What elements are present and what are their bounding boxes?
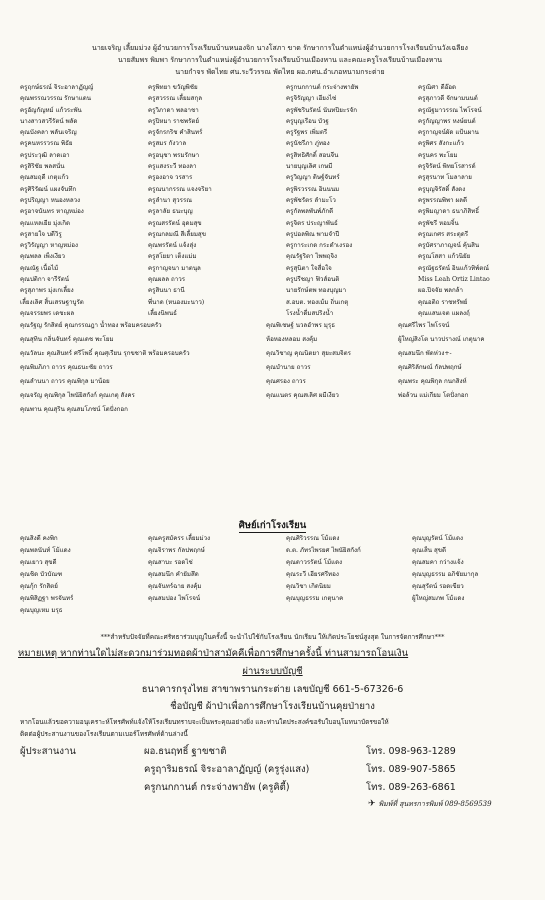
donor-name: ครูการะเกด กระดำเงรอง: [286, 242, 353, 250]
usage-note: ***สำหรับปัจจัยที่คณะศรัทธาร่วมบุญในครั้งนี้ จะนำไปใช้กับโรงเรียน นักเรียน ให้เกิดประโยชน์สูงสุด ในการจัดการศึกษา***: [100, 633, 445, 641]
printer-credit: [368, 799, 492, 810]
alumni-name: คุณบุญธรรม เกตุนาค: [286, 595, 344, 602]
donor-name: ครูสวรรณ เลี้ยมสกุล: [148, 95, 202, 103]
donor-name: ครูบุญจิรัสดิ์ สังดง: [418, 185, 466, 193]
donor-name: ครูจักรกริช คำสินทร์: [148, 129, 203, 137]
donor-name: คุณอติถ ราชทรัพย์: [418, 298, 468, 306]
donor-name: Miss Leah Ortiz Lintao: [418, 276, 490, 284]
request-line-1: หากโอนแล้วขอความอนุเคราะห์โทรศัพท์แจ้งให้โรงเรียนทราบจะเป็นพระคุณอย่างยิ่ง และท่านใดประสงค์ขอรับใบอนุโมทนาบัตรขอให้: [20, 718, 389, 726]
donor-name: พ่อล้วน แม่เกียม โตปั่งกอก: [398, 392, 469, 399]
printer-text: พิมพ์ที่ สุนทรการพิมพ์ 089-8569539: [378, 800, 492, 808]
alumni-name: คุณสุรัตน์ รอดเขียว: [412, 583, 464, 590]
alumni-title-text: ศิษย์เก่าโรงเรียน: [238, 520, 307, 531]
bank-account-number: ธนาคารกรุงไทย สาขาพรานกระต่าย เลขบัญชี 661-5-67326-6: [141, 684, 404, 695]
alumni-name: คุณสมนึก คำยัมสึด: [148, 571, 199, 578]
donor-name: ครูณกลมณี สีเลี้ยมสุข: [148, 230, 206, 238]
coordinator-row: [0, 780, 545, 795]
alumni-name: คุณสมปอง ไพโรจน์: [148, 595, 201, 602]
donor-name: ครูอาจนันทร หาญหม่อง: [20, 208, 84, 216]
alumni-name: ผู้ใหญ่สมภพ โม้แดง: [412, 595, 465, 602]
header-line-2: นายสัมพร พิมพา รักษาการในตำแหน่งผู้อำนวยการโรงเรียนบ้านเมืองหาน และคณะครูโรงเรียนบ้านเมืองหาน: [117, 56, 443, 64]
alumni-name: คุณเยาว สุขดี: [20, 559, 57, 566]
donor-name: คุณแหลเยีย มุ่งเกิด: [20, 219, 71, 227]
donor-name: คุณณัฐ เนื้อไม้: [20, 264, 59, 272]
coordinator-name: ครูกนกกานต์ กระจ่างพายัพ (ครูคิตี้): [144, 782, 290, 793]
transfer-remark-text: หมายเหตุ หากท่านใดไม่สะดวกมาร่วมทอดผ้าป่าสามัคคีเพื่อการศึกษาครั้งนี้ ท่านสามารถโอนเงิน: [18, 648, 409, 659]
donor-name: คุณพรรณวรรณ รักษาแดน: [20, 95, 92, 103]
donor-name: ครูลาลัย ธนะบุญ: [148, 208, 193, 216]
donor-name: คุณบำนาย ถาวร: [266, 364, 311, 371]
donor-name: คุณศิริลักษณ์ กัลปพฤกษ์: [398, 364, 462, 371]
bank-account-name: ชื่อบัญชี ผ้าป่าเพื่อการศึกษาโรงเรียนบ้านคุยป่ายาง: [170, 701, 375, 712]
donor-name: คุณสมนึก พัดห่วง+-: [398, 350, 452, 357]
donor-name: ครูปรีชญา ฟิวส์อนติ: [286, 276, 340, 284]
donor-name: ครูกนกกานต์ กระจ่างพายัพ: [286, 84, 359, 91]
donor-name: ครูกาญจนา มาตนุล: [148, 264, 201, 272]
donor-name: ครูสโยยา เต็งแม่ม: [148, 253, 197, 261]
donor-name: ครูพัชรัตร ลำมะโว: [286, 196, 336, 204]
alumni-name: คุณครูสมัครร เลี้ยมม่วง: [148, 535, 211, 542]
donor-name: คุณวิชาญ คุณนิตยา สุยะสมจิตร: [266, 350, 352, 357]
donor-name: นายรักษ์ตพ ทองบุญมา: [286, 287, 347, 295]
donor-name: ครูองอาจ วรสาร: [148, 174, 193, 182]
donor-name: นายบุญเลิศ เกษมี: [286, 163, 333, 171]
donor-name: ครูอัญกัญหม์ แก้วระพัน: [20, 106, 82, 114]
donor-name: ครูกัลพลพันพ์ภักดี: [286, 208, 334, 216]
donor-name: ครูรัฐพร เพิ่มตรี: [286, 129, 328, 137]
donor-name: ครูจิรัตน์ พิทยโรสารด์: [418, 163, 476, 171]
coordinator-phone: โทร. 089-263-6861: [366, 782, 456, 793]
donor-name: ครูวิภาดา พลอาชา: [148, 106, 199, 114]
donor-name: โรงน้ำดื่มสปริงน้ำ: [286, 309, 334, 317]
donor-name: ครูลำนา สุวรรณ: [148, 196, 193, 204]
donor-name: ครูศิริรัฒน์ แผงจันทึก: [20, 185, 77, 193]
transfer-remark: [18, 646, 528, 661]
donor-name: ครูพิศร สังกะแก้ว: [418, 140, 464, 148]
donor-name: คุณปติกา จารีรัตน์: [20, 276, 70, 284]
donor-list: [20, 82, 530, 490]
alumni-name: คุณสาบะ รอดไช่: [148, 559, 193, 566]
alumni-name: คุณบุญธรรม อภิชัยมากุล: [412, 571, 479, 578]
coordinator-label: ผู้ประสานงาน: [20, 746, 76, 757]
donor-name: ครูสินนา ธานี: [148, 287, 185, 295]
donor-name: คุณพลล เพ็งเงียว: [20, 253, 65, 261]
donor-name: นางสาวสวรีรัตน์ พลัด: [20, 117, 78, 125]
coordinator-phone: โทร. 089-907-5865: [366, 764, 456, 775]
donor-name: เลี้ยงนิพนธ์: [148, 309, 177, 317]
alumni-name: คุณศิริวรรณ โม้แดง: [286, 535, 340, 542]
alumni-column-2: [148, 533, 210, 605]
donor-name: คุณบังคลา พลันเจริญ: [20, 129, 77, 137]
alumni-name: คุณดาวรรัตน์ โม้แดง: [286, 559, 343, 566]
donor-name: พี่นาด (หนองมะนาว): [148, 298, 205, 306]
donor-name: คุณพระ คุณพิกุล กนกสิงห์: [398, 378, 467, 385]
donor-name: ครูณิศา ดีอ๊อด: [418, 84, 457, 91]
alumni-name: คุณเส็น สุขดี: [412, 547, 446, 554]
donor-column-1: [20, 82, 150, 319]
alumni-name: คุณกุ้ก รักสิตย์: [20, 583, 58, 590]
donor-name: ครูพิรวรรณ อินนนม: [286, 185, 340, 193]
donor-name: ครูกัญญาพร หงษ์ยนต์: [418, 117, 476, 125]
donor-name: ครูสายใจ บดีวิรู: [20, 230, 62, 238]
donor-name: ครูพัชรินรัตน์ นันทปิยะรจัก: [286, 106, 357, 114]
donor-name: เลี้ยงเลิศ สิ้นเสรษฐาบูรัต: [20, 298, 84, 306]
donor-name: ครูสิทธิศักดิ์ สอนจีน: [286, 151, 339, 159]
donor-name: ครูพิมญาดา ธนาภิสิทธิ์: [418, 208, 480, 216]
donor-name: คุณลำนนา ถาวร คุณพิกุล มาน้อย: [20, 378, 110, 385]
donor-name: ครูพัชรี หอมจิ้น: [418, 219, 459, 227]
donor-name: ครูสุรนาท โมลาลาย: [418, 174, 472, 182]
donor-name: ครูบัศราภาญจน์ คุ้นสิน: [418, 242, 480, 250]
donor-name: คุณพิเชษฐ์ นวลอำพร มุรุธ: [266, 322, 335, 329]
donor-column-2: [148, 82, 288, 319]
coordinator-name: ผอ.ธนฤทธิ์ ฐาขชาติ: [144, 746, 227, 757]
alumni-name: คุณวิชา เกิดนิยม: [286, 583, 331, 590]
donor-name: ครูอนุชา พรมรักษา: [148, 151, 200, 159]
alumni-column-4: [412, 533, 478, 605]
donor-name: ส.อบต. ทองเม้ม ถิ่นเกตุ: [286, 298, 349, 306]
alumni-column-3: [286, 533, 361, 605]
donor-name: คุณรัฐริตา ไพพฤจิง: [286, 253, 338, 261]
donor-name: คุณสมฤดี เกตุแก้ว: [20, 174, 69, 182]
donor-name: คุณรัฐญ รักสิตย์ คุณกรรณฎา น้ำทอง พร้อมครอบครัว: [20, 322, 162, 329]
donor-column-3: [286, 82, 421, 319]
alumni-name: คุณพลนันท์ โม้แดง: [20, 547, 71, 554]
donor-name: คุณจรรยพร เดชะผล: [20, 309, 75, 317]
donor-name: ผอ.ปิจจัย พลกล้า: [418, 287, 463, 295]
donor-name: คุณแสนเจต แผลงฤ์: [418, 309, 470, 317]
donor-name: ครูณนากรรณ แจงจริยา: [148, 185, 212, 193]
header-line-1: นายเจริญ เลี้ยมม่วง ผู้อำนวยการโรงเรียนบ้านหนองจิก นางโสภา ขาด รักษาการในตำแหน่งผู้อำนวยการโรงเรียนบ้านวังเฉลียง: [92, 44, 468, 52]
alumni-name: คุณสิงดี คงพิก: [20, 535, 58, 542]
header-block: [60, 42, 500, 78]
donor-name: คุณวัลนะ คุณสินทร์ ศรีโพธิ์ คุณศุเรียน รุกขชาติ พร้อมครอบครัว: [20, 350, 190, 357]
donor-name: ครูปริญญา หนองหลวง: [20, 196, 81, 204]
donor-name: ครูณเกศร สระตุดรี: [418, 230, 469, 238]
donor-name: ครูณัฐธรัตน์ อินแก้วทิพ์ตณ์: [418, 264, 490, 272]
donor-name: คุณจรัญ คุณพิกุล ไพนัยิสกังก์ คุณเกตุ สังคร: [20, 392, 135, 399]
donor-name: ครูพรรณพิพา ผลดี: [418, 196, 467, 204]
request-line-2: ติดต่อผู้ประสานงานของโรงเรียนตามเบอร์โทรศัพท์ด้านล่างนี้: [20, 730, 188, 738]
alumni-name: คุณจันทร์ฉาย สงคุ้ม: [148, 583, 202, 590]
donor-name: ครูวิรัญญา หาญหม่อง: [20, 242, 78, 250]
donor-name: ครูปิหมา ราชพรัตย์: [148, 117, 200, 125]
donor-name: คุณศรอง ถาวร: [266, 378, 306, 385]
donor-name: ครูนคร พะโยม: [418, 151, 458, 159]
alumni-name: คุณจิราพร กัลปพฤกษ์: [148, 547, 205, 554]
donor-name: คุณสุทิน กลิ่นจันทร์ คุณเดช พะโยม: [20, 336, 114, 343]
header-line-3: นายกำจร พัดไทย ศน.ระวีวรรณ พัดไทย ผอ.กศน.อำเภอหนามกระต่าย: [175, 68, 385, 76]
bank-title-text: ผ่านระบบบัญชี: [242, 666, 303, 677]
alumni-section-title: [0, 518, 545, 533]
donor-name: ครูประวุฒิ ลาดเอา: [20, 151, 70, 159]
coordinator-row: [0, 762, 545, 777]
donor-name: คุณพาน คุณสุริน คุณสมโภชน์ โตปั่งกอก: [20, 406, 128, 413]
donor-name: คุณผลล ถาวร: [148, 276, 186, 284]
donor-name: ครูสุนิตา ใจสื่อใจ: [286, 264, 332, 272]
donor-name: คุณแนตร คุณสเลิศ ผมีเงียว: [266, 392, 339, 399]
alumni-name: ด.ต. ภัทรไพรยศ ไพนัยิสกังก์: [286, 547, 361, 554]
donor-name: ครูนัชรีภา ภู่ทอง: [286, 140, 330, 148]
coordinator-name: ครูฤาริมธรณ์ จิระอาลาฏัญญ์ (ครูรุ่งแสง): [144, 764, 310, 775]
donor-name: ห้อหองหลอม สงคุ้ม: [266, 336, 318, 343]
donor-name: ครูปอลพิณ พามจำปี: [286, 230, 340, 238]
donor-name: ครูบุญเรือน บัวฐ: [286, 117, 329, 125]
donor-name: ครูณโสสา แก้วนิยัย: [418, 253, 471, 261]
donor-name: คุณพรรัตน์ แจ้งสุ่ง: [148, 242, 197, 250]
donor-name: ครูสุภาพร มุ่งเกเลี้ยง: [20, 287, 74, 295]
alumni-name: คุณชิด บัวบัณฑ: [20, 571, 63, 578]
donor-name: ครูกาญจน์ผัด แป้นผาน: [418, 129, 479, 137]
coordinator-row: [0, 744, 545, 759]
donor-name: ครูฤกษ์ธรณ์ จิระอาลาฏัญญ์: [20, 84, 94, 91]
coordinator-phone: โทร. 098-963-1289: [366, 746, 456, 757]
alumni-name: คุณสมคา กว่างแจ้ง: [412, 559, 464, 566]
bank-section-title: [0, 664, 545, 679]
donor-name: ครูพิทยา ขวัญพิชัย: [148, 84, 198, 91]
donor-name: ผู้ใหญ่สิงโต นาวปรางณ์ เกตุนาค: [398, 336, 485, 343]
donor-name: ครูจิตร ประญาพันธ์: [286, 219, 338, 227]
donor-name: ครูแสงระวี ทองลา: [148, 163, 197, 171]
donor-name: ครูสิริชัย พลสนั่น: [20, 163, 65, 171]
donor-name: คุณพิมภิภา ถาวร คุณธนะชัย ถาวร: [20, 364, 113, 371]
alumni-column-1: [20, 533, 73, 617]
alumni-name: คุณบุญเหม มรุธ: [20, 607, 63, 614]
alumni-name: คุณบุญรัตน์ โม้แดง: [412, 535, 464, 542]
donor-name: ครูจิรัญญา เฮียงไซ่: [286, 95, 337, 103]
airplane-icon: ✈: [368, 799, 376, 809]
donor-name: คุณศรีไพร ไพโรจน์: [398, 322, 450, 329]
alumni-name: คุณพิสิฏฐา พรจันทร์: [20, 595, 74, 602]
donor-name: ครูณสรรัตน์ อุดมสุข: [148, 219, 202, 227]
donor-column-4: [418, 82, 532, 319]
donor-name: ครูวิญญา ดิษฐ์จันทร์: [286, 174, 340, 182]
donor-name: ครูสมร กังวาล: [148, 140, 187, 148]
alumni-name: คุณระวี เฮียรศรีทอง: [286, 571, 339, 578]
donor-name: ครูคนหรรวรณ พิธัย: [20, 140, 73, 148]
donor-name: ครูสุภาวดี จักษามนนต์: [418, 95, 478, 103]
donor-name: ครูณัฐมาวรรณ ไพโรจน์: [418, 106, 482, 114]
